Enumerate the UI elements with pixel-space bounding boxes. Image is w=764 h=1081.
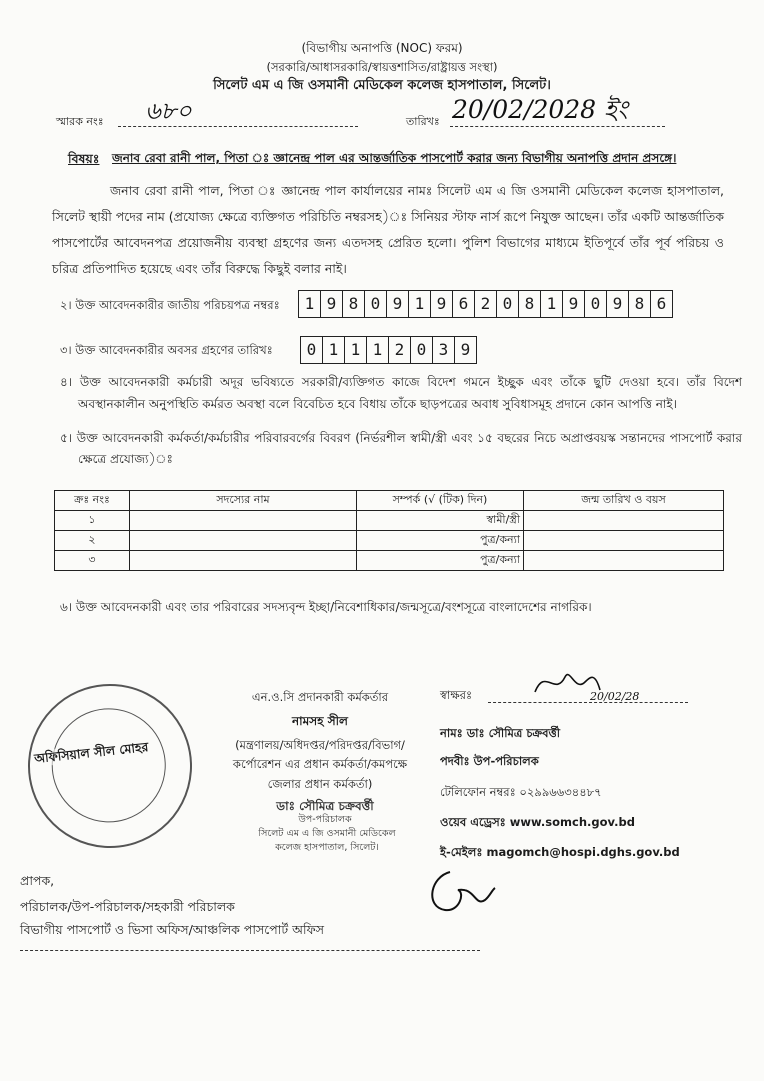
- retirement-digit: 0: [301, 337, 323, 363]
- memo-label: স্মারক নংঃ: [56, 115, 104, 128]
- form-subtitle: (সরকারি/আধাসরকারি/স্বায়ত্তশাসিত/রাষ্ট্রায়ত্ত সংস্থা): [266, 60, 498, 74]
- nid-digit: 0: [365, 291, 387, 317]
- nid-boxes: [298, 290, 673, 318]
- row-relation: পুত্র/কন্যা: [357, 551, 524, 571]
- nid-digit: 8: [519, 291, 541, 317]
- nid-digit: 0: [497, 291, 519, 317]
- seal-inner-ring: [37, 694, 181, 838]
- nid-digit: 6: [656, 294, 667, 313]
- item-5: ৫। উক্ত আবেদনকারী কর্মকর্তা/কর্মচারীর পরিবারবর্গের বিবরণ (নির্ভরশীল স্বামী/স্ত্রী এবং ১৫ বছরের নিচে অপ্রাপ্তবয়স্ক সন্তানদের পাসপোর্ট করার ক্ষেত্রে প্রযোজ্য)ঃ: [60, 431, 742, 466]
- row-dob: [524, 531, 724, 551]
- retirement-boxes: [300, 336, 477, 364]
- row-relation: পুত্র/কন্যা: [357, 531, 524, 551]
- signature-dotline: [488, 702, 688, 703]
- retirement-label: ৩। উক্ত আবেদনকারীর অবসর গ্রহণের তারিখঃ: [60, 343, 273, 357]
- officer-email: ই-মেইলঃ magomch@hospi.dghs.gov.bd: [440, 845, 680, 859]
- retirement-digit: 1: [367, 337, 389, 363]
- officer-line-3: (মন্ত্রণালয়/অধিদপ্তর/পরিদপ্তর/বিভাগ/: [235, 738, 405, 752]
- nid-digit: 6: [453, 291, 475, 317]
- row-relation: স্বামী/স্ত্রী: [357, 511, 524, 531]
- table-row: [55, 531, 724, 551]
- hospital-name: সিলেট এম এ জি ওসমানী মেডিকেল কলেজ হাসপাতাল, সিলেট।: [213, 78, 551, 93]
- family-table: [54, 490, 724, 571]
- item-4: ৪। উক্ত আবেদনকারী কর্মচারী অদূর ভবিষ্যতে সরকারী/ব্যক্তিগত কাজে বিদেশ গমনে ইচ্ছুক এবং তাঁকে ছুটি দেওয়া হবে। তাঁর বিদেশ অবস্থানকালীন অনুপস্থিতি কর্মরত অবস্থা বলে বিবেচিত হবে বিধায় তাঁকে ছাড়পত্রের অবাধ সুবিধাসমূহ প্রদানে কোন আপত্তি নাই।: [60, 375, 742, 411]
- date-label: তারিখঃ: [406, 115, 440, 128]
- recipient-line-1: পরিচালক/উপ-পরিচালক/সহকারী পরিচালক: [20, 899, 235, 914]
- retirement-digit: 3: [433, 337, 455, 363]
- recipient-line-2: বিভাগীয় পাসপোর্ট ও ভিসা অফিস/আঞ্চলিক পাসপোর্ট অফিস: [20, 922, 324, 937]
- officer-designation: পদবীঃ উপ-পরিচালক: [440, 754, 539, 768]
- nid-digit: 9: [607, 291, 629, 317]
- seal-label: অফিসিয়াল সীল মোহর: [33, 739, 150, 766]
- officer-phone: টেলিফোন নম্বরঃ ০২৯৯৬৬৩৪৪৮৭: [440, 785, 602, 799]
- nid-label: ২। উক্ত আবেদনকারীর জাতীয় পরিচয়পত্র নম্বরঃ: [60, 298, 280, 312]
- officer-website: ওয়েব এড্রেসঃ www.somch.gov.bd: [440, 815, 635, 829]
- nid-digit: 9: [563, 291, 585, 317]
- nid-digit: 9: [321, 291, 343, 317]
- retirement-digit: 2: [389, 337, 411, 363]
- item-6: ৬। উক্ত আবেদনকারী এবং তার পরিবারের সদস্যবৃন্দ ইচ্ছা/নিবেশাধিকার/জন্মসূত্রে/বংশসূত্রে বাংলাদেশের নাগরিক।: [60, 600, 592, 614]
- retirement-digit: 1: [345, 337, 367, 363]
- officer-line-1: এন.ও.সি প্রদানকারী কর্মকর্তার: [251, 690, 389, 704]
- stamp-name: ডাঃ সৌমিত্র চক্রবর্ত্তী: [276, 799, 374, 813]
- stamp-office-2: কলেজ হাসপাতাল, সিলেট।: [275, 842, 379, 853]
- subject-text: জনাব রেবা রানী পাল, পিতা ঃ জ্ঞানেন্দ্র পাল এর আন্তর্জাতিক পাসপোর্ট করার জন্য বিভাগীয় অনাপত্তি প্রদান প্রসঙ্গে।: [112, 151, 677, 165]
- recipient-label: প্রাপক,: [20, 873, 55, 888]
- officer-line-5: জেলার প্রধান কর্মকর্তা): [267, 777, 373, 791]
- nid-digit: 0: [585, 291, 607, 317]
- retirement-digit: 0: [411, 337, 433, 363]
- body-paragraph: জনাব রেবা রানী পাল, পিতা ঃ জ্ঞানেন্দ্র পাল কার্যালয়ের নামঃ সিলেট এম এ জি ওসমানী মেডিকেল কলেজ হাসপাতাল, সিলেট স্থায়ী পদের নাম (প্রযোজ্য ক্ষেত্রে ব্যক্তিগত পরিচিতি নম্বরসহ)ঃ সিনিয়র স্টাফ নার্স রূপে নিযুক্ত আছেন। তাঁর একটি আন্তর্জাতিক পাসপোর্টের আবেদনপত্র প্রয়োজনীয় ব্যবস্থা গ্রহণের জন্য এতদসহ প্রেরিত হলো। পুলিশ বিভাগের মাধ্যমে ইতিপূর্বে তাঁর পূর্ব পরিচয় ও চরিত্র প্রতিপাদিত হয়েছে এবং তাঁর বিরুদ্ধে কিছুই বলার নাই।: [52, 183, 724, 276]
- retirement-digit: 1: [323, 337, 345, 363]
- row-serial: ৩: [55, 551, 130, 571]
- subject-label: বিষয়ঃ: [68, 151, 100, 166]
- nid-digit: 1: [299, 291, 321, 317]
- form-title: (বিভাগীয় অনাপত্তি (NOC) ফরম): [301, 41, 463, 55]
- col-header-name: সদস্যের নাম: [130, 491, 357, 511]
- row-dob: [524, 511, 724, 531]
- nid-digit: 2: [475, 291, 497, 317]
- signature-label: স্বাক্ষরঃ: [440, 688, 473, 702]
- row-serial: ২: [55, 531, 130, 551]
- nid-digit: 8: [629, 291, 651, 317]
- col-header-serial: ক্রঃ নংঃ: [55, 491, 130, 511]
- nid-digit: 1: [409, 291, 431, 317]
- stamp-office-1: সিলেট এম এ জি ওসমানী মেডিকেল: [258, 828, 396, 839]
- stamp-designation: উপ-পরিচালক: [298, 814, 352, 825]
- officer-name: নামঃ ডাঃ সৌমিত্র চক্রবর্ত্তী: [440, 726, 561, 740]
- row-dob: [524, 551, 724, 571]
- bottom-dotline: [20, 950, 480, 951]
- initial-scribble: [420, 862, 500, 917]
- row-name: [130, 551, 357, 571]
- nid-digit: 9: [431, 291, 453, 317]
- retirement-digit: 9: [460, 340, 471, 359]
- nid-digit: 1: [541, 291, 563, 317]
- memo-number: ৬৮০: [145, 97, 192, 125]
- signature-date: 20/02/28: [590, 690, 640, 703]
- col-header-relation: সম্পর্ক (√ (টিক) দিন): [357, 491, 524, 511]
- date-value: 20/02/2028 ইং: [452, 95, 628, 124]
- officer-line-4: কর্পোরেশন এর প্রধান কর্মকর্তা/কমপক্ষে: [232, 757, 408, 771]
- nid-digit: 9: [387, 291, 409, 317]
- row-name: [130, 531, 357, 551]
- table-header-row: [55, 491, 724, 511]
- table-row: [55, 551, 724, 571]
- nid-digit: 8: [343, 291, 365, 317]
- table-row: [55, 511, 724, 531]
- officer-line-2: নামসহ সীল: [291, 714, 349, 728]
- row-name: [130, 511, 357, 531]
- row-serial: ১: [55, 511, 130, 531]
- col-header-dob: জন্ম তারিখ ও বয়স: [524, 491, 724, 511]
